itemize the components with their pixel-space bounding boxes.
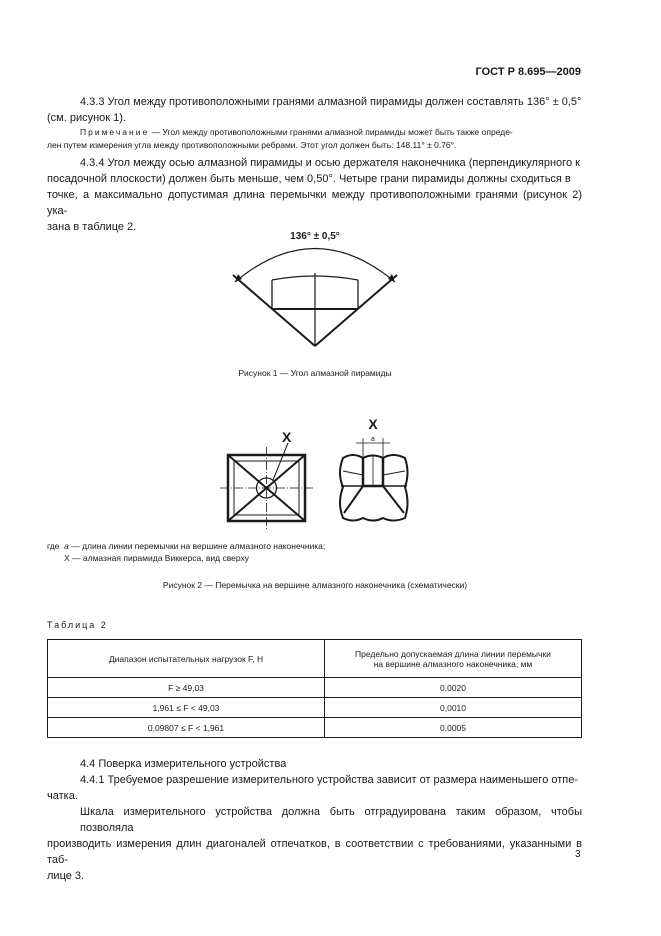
legend-a-symbol: a [64,541,69,551]
legend-where: где [47,541,60,551]
face-edge-left [344,486,363,513]
table-cell-range: 1,961 ≤ F < 49,03 [48,698,325,718]
table-header-range [48,640,325,678]
table-2 [47,639,582,738]
pyramid-face-right [315,275,397,346]
figure-2-label-a: a [371,436,375,443]
figure-1-caption: Рисунок 1 — Угол алмазной пирамиды [238,368,392,378]
header-value-line1: Предельно допускаемая длина линии перемычки [355,648,551,659]
table-row [48,698,582,718]
table-cell-range: 0,09807 ≤ F < 1,961 [48,718,325,738]
note [47,126,582,152]
section-4-4 [47,756,582,884]
note-line1 [47,126,582,139]
table-header-value [325,640,582,678]
figure-1-pyramid-drawing [225,225,405,355]
figure-2-label-x-right: X [368,416,378,432]
legend-a-text: — длина линии перемычки на вершине алмазного наконечника; [68,541,326,551]
table-header-row [48,640,582,678]
section-4-4-p2-line2: производить измерения длин диагоналей отпечатков, в соответствии с требованиями, указанными в таб- [47,838,582,866]
section-4-3-4-line4: зана в таблице 2. [47,221,137,233]
face-line-left [343,471,363,475]
face-line-right [383,471,405,475]
section-4-4-title: 4.4 Поверка измерительного устройства [80,758,287,770]
table-cell-value: 0,0005 [325,718,582,738]
note-label: Примечание [80,127,150,137]
note-line2: лен путем измерения угла между противоположными ребрами. Этот угол должен быть: 148.11° ± 0.76°. [47,140,457,150]
section-4-4-p2-line1: Шкала измерительного устройства должна быть отградуирована таким образом, чтобы позволяла [80,806,582,834]
legend-line-x: X — алмазная пирамида Виккерса, вид сверху [64,553,250,563]
header-value-line2: на вершине алмазного наконечника, мм [373,658,533,669]
table-row [48,718,582,738]
figure-2-caption: Рисунок 2 — Перемычка на вершине алмазного наконечника (схематически) [162,580,468,590]
section-4-3-4-line2: посадочной плоскости) должен быть меньше, чем 0,50°. Четыре грани пирамиды должны сходиться в [47,173,571,185]
section-4-3-3-line1: 4.3.3 Угол между противоположными гранями алмазной пирамиды должен составлять 136° ± 0,5° [80,96,582,108]
figure-1-angle-label: 136° ± 0,5° [290,231,340,242]
section-4-3-3-line2: (см. рисунок 1). [47,112,126,124]
section-4-4-p2-line3: лице 3. [47,870,85,882]
figure-2-pyramid-top-view [218,425,318,530]
table-cell-value: 0,0020 [325,678,582,698]
pyramid-face-left [233,275,315,346]
note-line1-text: — Угол между противоположными гранями алмазной пирамиды может быть также опреде- [149,127,513,137]
section-4-3-4 [47,155,582,235]
section-4-4-1-line1: 4.4.1 Требуемое разрешение измерительного устройства зависит от размера наименьшего отпе- [80,774,579,786]
table-cell-value: 0,0010 [325,698,582,718]
header-range-text: Диапазон испытательных нагрузок F, Н [108,653,264,664]
face-edge-right [383,486,404,513]
figure-2-legend [47,540,325,564]
detail-outline [340,455,408,521]
table-row [48,678,582,698]
table-cell-range: F ≥ 49,03 [48,678,325,698]
section-4-3-4-line1: 4.3.4 Угол между осью алмазной пирамиды и осью держателя наконечника (перпендикулярного к [80,157,580,169]
legend-line-a [47,540,325,552]
section-4-3-4-line3: точке, а максимально допустимая длина перемычки между противоположными гранями (рисунок 2) ука- [47,189,582,217]
page-number: 3 [575,849,581,860]
table-2-title: Таблица 2 [47,620,108,630]
figure-2-detail-view [333,413,413,528]
section-4-3-3 [47,94,582,126]
section-4-4-1-line2: чатка. [47,790,78,802]
document-id: ГОСТ Р 8.695—2009 [475,66,581,78]
figure-2-label-x-left: X [282,429,292,445]
